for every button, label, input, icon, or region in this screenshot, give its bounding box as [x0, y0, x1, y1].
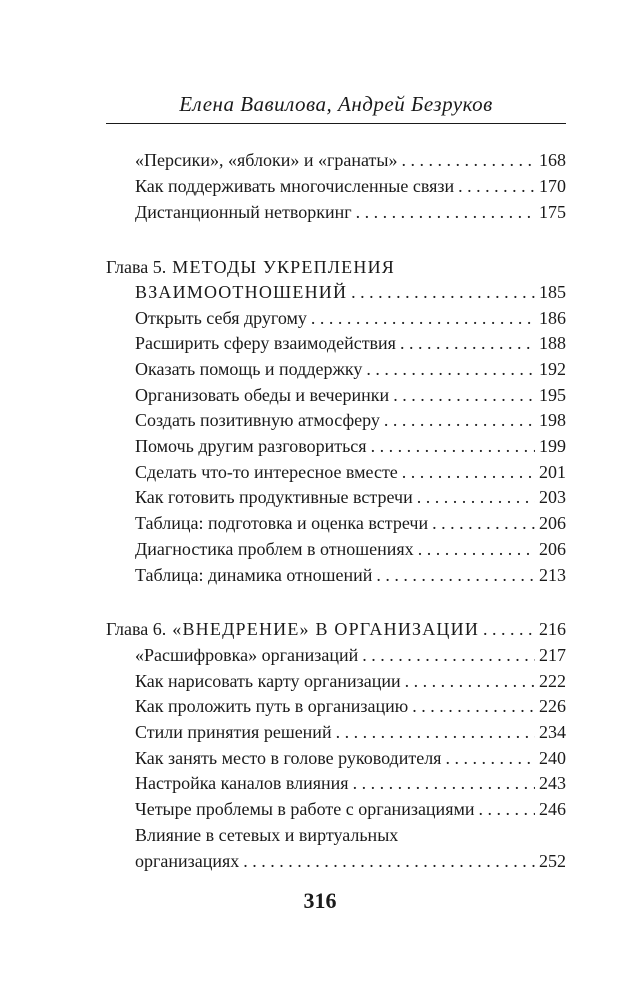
chapter-5-heading — [106, 254, 566, 280]
dot-leader — [479, 796, 536, 822]
chapter-6-label: Глава 6. — [106, 619, 167, 639]
dot-leader — [412, 693, 535, 719]
toc-entry — [106, 484, 566, 510]
toc-entry-page: 195 — [539, 385, 566, 405]
toc-entry-title: Как проложить путь в организацию — [135, 696, 409, 716]
toc-entry — [106, 770, 566, 796]
toc-entry — [106, 693, 566, 719]
dot-leader — [243, 848, 535, 874]
toc-entry-page: 206 — [539, 513, 566, 533]
dot-leader — [351, 279, 535, 305]
running-header: Елена Вавилова, Андрей Безруков — [179, 92, 493, 116]
dot-leader — [384, 407, 535, 433]
toc-entry — [106, 536, 566, 562]
toc-entry-title: Как нарисовать карту организации — [135, 671, 401, 691]
dot-leader — [400, 330, 535, 356]
chapter-5-label: Глава 5. — [106, 257, 167, 277]
toc-entry-title: Оказать помощь и поддержку — [135, 359, 363, 379]
toc-entry-title: Четыре проблемы в работе с организациями — [135, 799, 475, 819]
toc-entry — [106, 745, 566, 771]
dot-leader — [432, 510, 535, 536]
toc-entry-page: 199 — [539, 436, 566, 456]
toc-entry — [106, 848, 566, 874]
chapter-5-title-line1: МЕТОДЫ УКРЕПЛЕНИЯ — [172, 257, 395, 277]
toc-entry-title: Помочь другим разговориться — [135, 436, 367, 456]
dot-leader — [362, 642, 535, 668]
toc-entry-page: 168 — [539, 150, 566, 170]
header-rule — [106, 123, 566, 124]
toc-entry — [106, 147, 566, 173]
toc-entry-page: 201 — [539, 462, 566, 482]
toc-entry-title: Как готовить продуктивные встречи — [135, 487, 413, 507]
toc-entry-title: «Персики», «яблоки» и «гранаты» — [135, 150, 398, 170]
chapter-6-page: 216 — [539, 619, 566, 639]
dot-leader — [483, 616, 535, 642]
toc-entry-page: 213 — [539, 565, 566, 585]
dot-leader — [393, 382, 535, 408]
toc-entry — [106, 305, 566, 331]
dot-leader — [356, 199, 535, 225]
dot-leader — [371, 433, 535, 459]
chapter-6-heading — [106, 616, 566, 642]
toc-entry-title-line2: организациях — [135, 851, 240, 871]
toc-entry — [106, 562, 566, 588]
toc-entry-title: Диагностика проблем в отношениях — [135, 539, 414, 559]
dot-leader — [445, 745, 535, 771]
toc-entry — [106, 459, 566, 485]
toc-entry — [106, 668, 566, 694]
toc-entry-title: Настройка каналов влияния — [135, 773, 349, 793]
toc-entry-page: 246 — [539, 799, 566, 819]
toc-entry-title-line1: Влияние в сетевых и виртуальных — [135, 825, 399, 845]
toc-entry-title: Таблица: динамика отношений — [135, 565, 373, 585]
toc-entry-title: Как занять место в голове руководителя — [135, 748, 442, 768]
toc-entry — [106, 433, 566, 459]
toc-entry-page: 192 — [539, 359, 566, 379]
dot-leader — [458, 173, 535, 199]
page-number: 316 — [303, 888, 337, 913]
dot-leader — [417, 484, 535, 510]
toc-entry-page: 203 — [539, 487, 566, 507]
dot-leader — [353, 770, 535, 796]
toc-entry-title: Расширить сферу взаимодействия — [135, 333, 396, 353]
toc-entry-page: 243 — [539, 773, 566, 793]
toc-entry — [106, 330, 566, 356]
toc-entry-page: 188 — [539, 333, 566, 353]
toc-entry — [106, 356, 566, 382]
toc-entry-page: 186 — [539, 308, 566, 328]
dot-leader — [376, 562, 535, 588]
toc-entry-title: Как поддерживать многочисленные связи — [135, 176, 455, 196]
dot-leader — [401, 147, 535, 173]
chapter-5-page: 185 — [539, 282, 566, 302]
toc-entry-title: Таблица: подготовка и оценка встречи — [135, 513, 429, 533]
dot-leader — [418, 536, 535, 562]
toc-entry-page: 175 — [539, 202, 566, 222]
toc-entry-page: 222 — [539, 671, 566, 691]
toc-entry-title: «Расшифровка» организаций — [135, 645, 359, 665]
toc-entry-title: Сделать что-то интересное вместе — [135, 462, 398, 482]
toc-entry — [106, 642, 566, 668]
toc-entry — [106, 822, 566, 848]
chapter-5-heading-cont — [106, 279, 566, 305]
dot-leader — [366, 356, 535, 382]
toc-entry-page: 252 — [539, 851, 566, 871]
toc-entry — [106, 173, 566, 199]
toc-entry — [106, 719, 566, 745]
dot-leader — [402, 459, 535, 485]
toc-entry-title: Открыть себя другому — [135, 308, 307, 328]
toc-entry — [106, 382, 566, 408]
toc-entry-page: 170 — [539, 176, 566, 196]
toc-entry-page: 240 — [539, 748, 566, 768]
chapter-6-title: «ВНЕДРЕНИЕ» В ОРГАНИЗАЦИИ — [172, 619, 480, 639]
toc-entry-title: Стили принятия решений — [135, 722, 332, 742]
toc-entry-title: Создать позитивную атмосферу — [135, 410, 380, 430]
toc-entry — [106, 510, 566, 536]
dot-leader — [311, 305, 535, 331]
toc-entry-page: 198 — [539, 410, 566, 430]
toc-entry — [106, 796, 566, 822]
toc-entry-title: Дистанционный нетворкинг — [135, 202, 352, 222]
toc-entry-page: 206 — [539, 539, 566, 559]
chapter-5-title-line2: ВЗАИМООТНОШЕНИЙ — [135, 282, 348, 302]
toc-entry-page: 226 — [539, 696, 566, 716]
toc-entry — [106, 407, 566, 433]
toc-entry-page: 217 — [539, 645, 566, 665]
toc-entry-title: Организовать обеды и вечеринки — [135, 385, 390, 405]
dot-leader — [336, 719, 535, 745]
dot-leader — [405, 668, 535, 694]
toc-entry-page: 234 — [539, 722, 566, 742]
toc-entry — [106, 199, 566, 225]
